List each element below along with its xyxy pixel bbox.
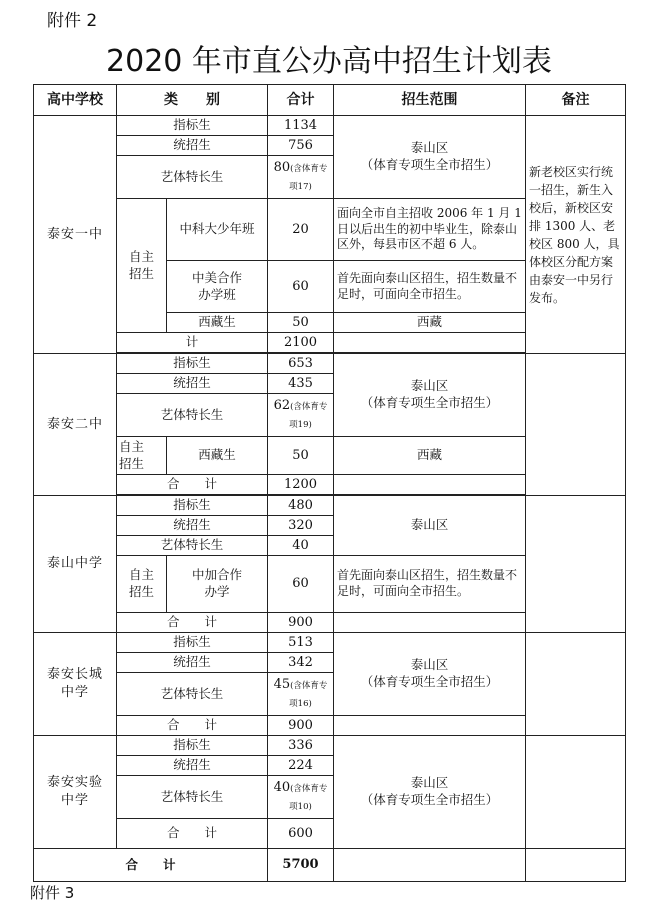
count-value: 50	[268, 437, 334, 475]
count-value: 50	[268, 313, 334, 333]
category-label: 艺体特长生	[117, 156, 268, 199]
enrollment-plan-table	[33, 84, 626, 882]
header-total: 合计	[268, 85, 334, 116]
category-label: 指标生	[117, 496, 268, 516]
table-row	[34, 116, 626, 136]
category-label: 中美合作 办学班	[167, 261, 268, 313]
count-note: (含体育专项19)	[289, 402, 328, 430]
header-scope: 招生范围	[334, 85, 526, 116]
count-value: 62	[273, 398, 291, 414]
category-label: 中科大少年班	[167, 199, 268, 261]
count-value: 756	[268, 136, 334, 156]
category-label: 统招生	[117, 516, 268, 536]
scope-text: 泰山区	[334, 496, 526, 556]
subtotal-label: 合 计	[117, 613, 268, 633]
count-value: 20	[268, 199, 334, 261]
category-label: 统招生	[117, 136, 268, 156]
empty-cell	[526, 849, 626, 882]
table-row	[34, 736, 626, 756]
count-value: 1134	[268, 116, 334, 136]
subtotal-value: 900	[268, 613, 334, 633]
subtotal-value: 900	[268, 716, 334, 736]
empty-cell	[334, 475, 526, 495]
subtotal-label: 合 计	[117, 819, 268, 849]
subtotal-value: 2100	[268, 333, 334, 353]
scope-text: 泰山区 （体育专项生全市招生）	[334, 354, 526, 437]
category-label: 统招生	[117, 756, 268, 776]
category-label: 指标生	[117, 633, 268, 653]
empty-cell	[334, 613, 526, 633]
remark-text: 新老校区实行统一招生，新生入校后，新校区安排 1300 人、老校区 800 人，具体校区分配方案由泰安一中另行发布。	[526, 116, 626, 354]
empty-cell	[334, 716, 526, 736]
count-value: 342	[268, 653, 334, 673]
header-category: 类 别	[117, 85, 268, 116]
category-label: 中加合作 办学	[167, 556, 268, 613]
grand-total-label: 合 计	[34, 849, 268, 882]
category-label: 艺体特长生	[117, 673, 268, 716]
category-label: 指标生	[117, 354, 268, 374]
page-title: 2020 年市直公办高中招生计划表	[106, 44, 552, 79]
count-cell	[268, 156, 334, 199]
empty-cell	[526, 736, 626, 849]
count-value: 435	[268, 374, 334, 394]
category-label: 艺体特长生	[117, 776, 268, 819]
scope-text: 西藏	[334, 437, 526, 475]
scope-text: 面向全市自主招收 2006 年 1 月 1 日以后出生的初中毕业生，除泰山区外，每县市区不超 6 人。	[334, 199, 526, 261]
count-cell	[268, 394, 334, 437]
count-value: 45	[273, 677, 291, 693]
scope-text: 泰山区 （体育专项生全市招生）	[334, 116, 526, 199]
header-school: 高中学校	[34, 85, 117, 116]
count-value: 80	[273, 160, 291, 176]
annex-bottom-label: 附件 3	[30, 884, 75, 902]
empty-cell	[526, 633, 626, 736]
header-remark: 备注	[526, 85, 626, 116]
subtotal-label: 合 计	[117, 716, 268, 736]
count-value: 40	[273, 780, 291, 796]
scope-text: 首先面向泰山区招生，招生数量不足时，可面向全市招生。	[334, 556, 526, 613]
scope-text: 泰山区 （体育专项生全市招生）	[334, 633, 526, 716]
category-label: 艺体特长生	[117, 394, 268, 437]
table-row	[34, 496, 626, 516]
count-cell	[268, 673, 334, 716]
table-row	[34, 633, 626, 653]
category-label: 西藏生	[167, 437, 268, 475]
category-label: 指标生	[117, 736, 268, 756]
count-value: 653	[268, 354, 334, 374]
count-value: 60	[268, 556, 334, 613]
count-value: 224	[268, 756, 334, 776]
count-value: 480	[268, 496, 334, 516]
header-row	[34, 85, 626, 116]
count-note: (含体育专项16)	[289, 681, 328, 709]
school-name: 泰山中学	[34, 496, 117, 633]
school-name: 泰安长城 中学	[34, 633, 117, 736]
subtotal-label: 合 计	[117, 475, 268, 495]
subcategory-label: 自主 招生	[117, 199, 167, 333]
empty-cell	[526, 354, 626, 496]
category-label: 指标生	[117, 116, 268, 136]
count-value: 336	[268, 736, 334, 756]
table-row	[34, 354, 626, 374]
count-note: (含体育专项10)	[289, 784, 328, 812]
subtotal-value: 600	[268, 819, 334, 849]
subtotal-value: 1200	[268, 475, 334, 495]
category-label: 统招生	[117, 374, 268, 394]
school-name: 泰安一中	[34, 116, 117, 354]
count-value: 60	[268, 261, 334, 313]
school-name: 泰安实验 中学	[34, 736, 117, 849]
empty-cell	[334, 333, 526, 353]
scope-text: 首先面向泰山区招生，招生数量不足时，可面向全市招生。	[334, 261, 526, 313]
scope-text: 泰山区 （体育专项生全市招生）	[334, 736, 526, 849]
subtotal-label: 计	[117, 333, 268, 353]
annex-label: 附件 2	[47, 11, 98, 31]
empty-cell	[334, 849, 526, 882]
count-value: 513	[268, 633, 334, 653]
subcategory-label: 自主 招生	[117, 437, 167, 475]
count-cell	[268, 776, 334, 819]
school-name: 泰安二中	[34, 354, 117, 496]
count-note: (含体育专项17)	[289, 164, 328, 192]
category-label: 艺体特长生	[117, 536, 268, 556]
subcategory-label: 自主 招生	[117, 556, 167, 613]
grand-total-row	[34, 849, 626, 882]
grand-total-value: 5700	[268, 849, 334, 882]
count-value: 40	[268, 536, 334, 556]
scope-text: 西藏	[334, 313, 526, 333]
category-label: 统招生	[117, 653, 268, 673]
category-label: 西藏生	[167, 313, 268, 333]
count-value: 320	[268, 516, 334, 536]
empty-cell	[526, 496, 626, 633]
